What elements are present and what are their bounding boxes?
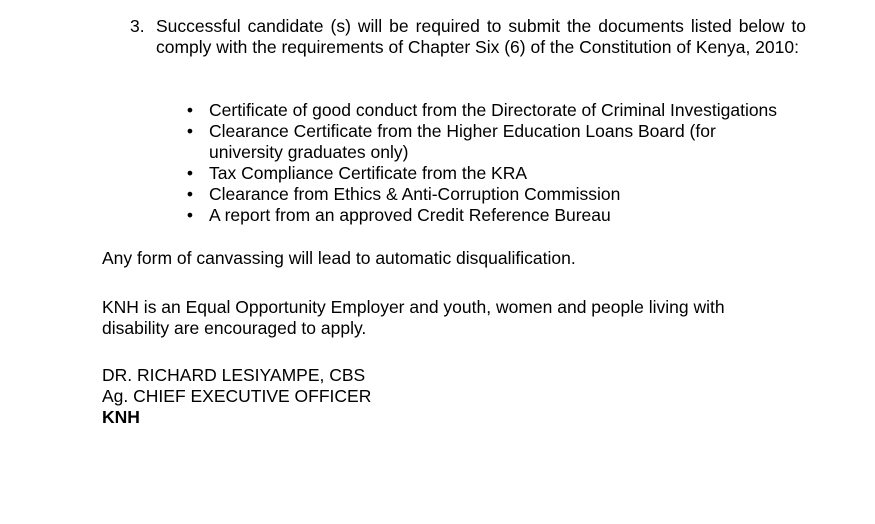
numbered-item-3: [130, 16, 806, 58]
bullet-icon: •: [186, 100, 194, 120]
list-item: [185, 184, 805, 205]
bullet-icon: •: [186, 205, 194, 225]
list-item-text: A report from an approved Credit Reference Bureau: [209, 205, 611, 225]
signatory-name: DR. RICHARD LESIYAMPE, CBS: [102, 365, 366, 385]
list-item-text: Clearance from Ethics & Anti-Corruption Commission: [209, 184, 621, 204]
bullet-icon: •: [186, 184, 194, 204]
list-item-text: Clearance Certificate from the Higher Education Loans Board (for university graduates only): [209, 121, 716, 162]
list-item-text: Tax Compliance Certificate from the KRA: [209, 163, 528, 183]
required-documents-list: [185, 100, 805, 226]
list-item-text: Certificate of good conduct from the Directorate of Criminal Investigations: [209, 100, 778, 120]
list-item: [185, 163, 805, 184]
list-item: [185, 121, 805, 163]
bullet-icon: •: [186, 163, 194, 183]
bullet-icon: •: [186, 121, 194, 141]
organization-name: KNH: [102, 407, 140, 427]
signatory-title: Ag. CHIEF EXECUTIVE OFFICER: [102, 386, 372, 406]
signature-block: [102, 365, 602, 428]
item-text: Successful candidate (s) will be required to submit the documents listed below to comply with the requirements of Chapter Six (6) of the Constitution of Kenya, 2010:: [156, 16, 806, 57]
canvassing-notice: Any form of canvassing will lead to automatic disqualification.: [102, 248, 576, 268]
list-item: [185, 100, 805, 121]
equal-opportunity-statement: KNH is an Equal Opportunity Employer and youth, women and people living with disability are encouraged to apply.: [102, 297, 725, 338]
list-item: [185, 205, 805, 226]
item-number: 3.: [130, 16, 145, 36]
